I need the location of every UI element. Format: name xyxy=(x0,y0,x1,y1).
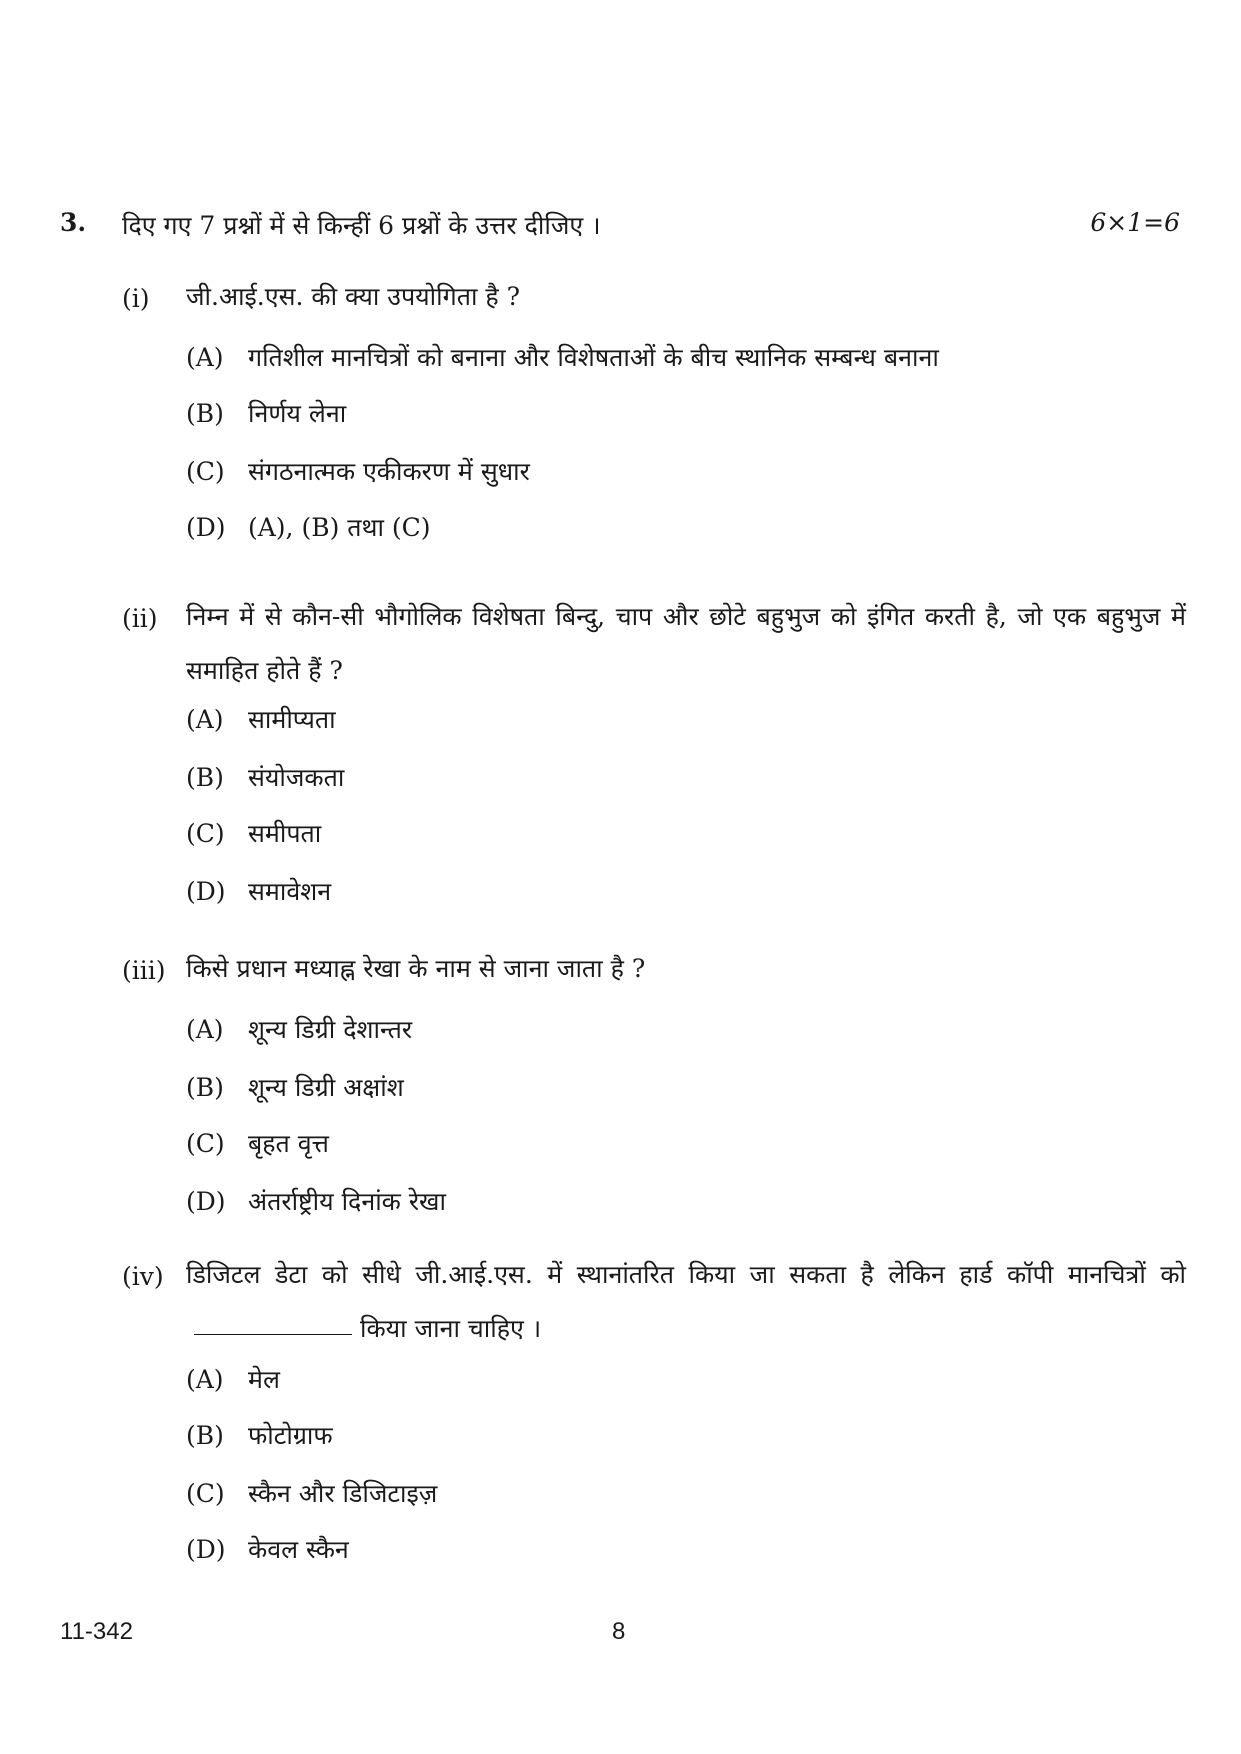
option-label: (C) xyxy=(186,819,225,848)
option-text: मेल xyxy=(248,1365,280,1394)
option-label: (D) xyxy=(186,1535,226,1564)
question-number: 3. xyxy=(60,208,87,237)
option xyxy=(186,1126,329,1166)
option-text: निर्णय लेना xyxy=(248,399,347,428)
option-label: (D) xyxy=(186,513,226,542)
page-number: 8 xyxy=(612,1618,626,1645)
subquestion-text: जी.आई.एस. की क्या उपयोगिता है ? xyxy=(186,282,521,311)
option xyxy=(186,1362,280,1402)
option-label: (A) xyxy=(186,705,224,734)
option xyxy=(186,1418,333,1458)
option-text: स्कैन और डिजिटाइज़ xyxy=(248,1479,438,1508)
option-text: समावेशन xyxy=(248,877,332,906)
subquestion-number: (ii) xyxy=(122,604,158,633)
option-text: अंतर्राष्ट्रीय दिनांक रेखा xyxy=(248,1187,446,1216)
option-label: (C) xyxy=(186,1129,225,1158)
option-text: सामीप्यता xyxy=(248,705,336,734)
subquestion-text xyxy=(186,1248,1186,1356)
option-text: समीपता xyxy=(248,819,322,848)
subquestion-number: (i) xyxy=(122,284,150,313)
option-text: शून्य डिग्री अक्षांश xyxy=(248,1073,404,1102)
option-label: (A) xyxy=(186,343,224,372)
option-text: (A), (B) तथा (C) xyxy=(248,513,431,542)
option xyxy=(186,340,939,380)
option-label: (B) xyxy=(186,763,224,792)
option xyxy=(186,454,530,494)
question-marks: 6×1=6 xyxy=(1090,208,1180,237)
subquestion-number: (iii) xyxy=(122,956,166,985)
option-label: (C) xyxy=(186,1479,225,1508)
subquestion-text: किसे प्रधान मध्याह्न रेखा के नाम से जाना जाता है ? xyxy=(186,954,646,983)
option-label: (B) xyxy=(186,399,224,428)
option-text: फोटोग्राफ xyxy=(248,1421,333,1450)
option-label: (D) xyxy=(186,877,226,906)
option-text: केवल स्कैन xyxy=(248,1535,349,1564)
option xyxy=(186,510,431,550)
option-text: गतिशील मानचित्रों को बनाना और विशेषताओं के बीच स्थानिक सम्बन्ध बनाना xyxy=(248,343,939,372)
option-label: (B) xyxy=(186,1073,224,1102)
option-text: संयोजकता xyxy=(248,763,345,792)
answer-blank xyxy=(194,1334,352,1335)
option-text: संगठनात्मक एकीकरण में सुधार xyxy=(248,457,530,486)
subquestion-text-before: डिजिटल डेटा को सीधे जी.आई.एस. में स्थानांतरित किया जा सकता है लेकिन हार्ड कॉपी मानचित्रों को xyxy=(186,1260,1186,1289)
question-instruction: दिए गए 7 प्रश्नों में से किन्हीं 6 प्रश्नों के उत्तर दीजिए । xyxy=(122,211,601,240)
option-label: (D) xyxy=(186,1187,226,1216)
option xyxy=(186,1476,437,1516)
option xyxy=(186,702,336,742)
option xyxy=(186,816,321,856)
option xyxy=(186,1012,412,1052)
question-header xyxy=(60,208,1180,248)
option xyxy=(186,760,344,800)
option xyxy=(186,1184,446,1224)
paper-code: 11-342 xyxy=(60,1618,133,1645)
option-label: (A) xyxy=(186,1365,224,1394)
option-label: (A) xyxy=(186,1015,224,1044)
option xyxy=(186,1532,349,1572)
option xyxy=(186,874,331,914)
option xyxy=(186,1070,404,1110)
option-label: (B) xyxy=(186,1421,224,1450)
subquestion-text: निम्न में से कौन-सी भौगोलिक विशेषता बिन्दु, चाप और छोटे बहुभुज को इंगित करती है, जो एक बहुभुज में समाहित होते हैं ? xyxy=(186,602,1186,685)
option-label: (C) xyxy=(186,457,225,486)
option-text: बृहत वृत्त xyxy=(248,1129,329,1158)
option xyxy=(186,396,346,436)
subquestion-text-after: किया जाना चाहिए । xyxy=(360,1314,542,1343)
option-text: शून्य डिग्री देशान्तर xyxy=(248,1015,413,1044)
subquestion-number: (iv) xyxy=(122,1262,164,1291)
